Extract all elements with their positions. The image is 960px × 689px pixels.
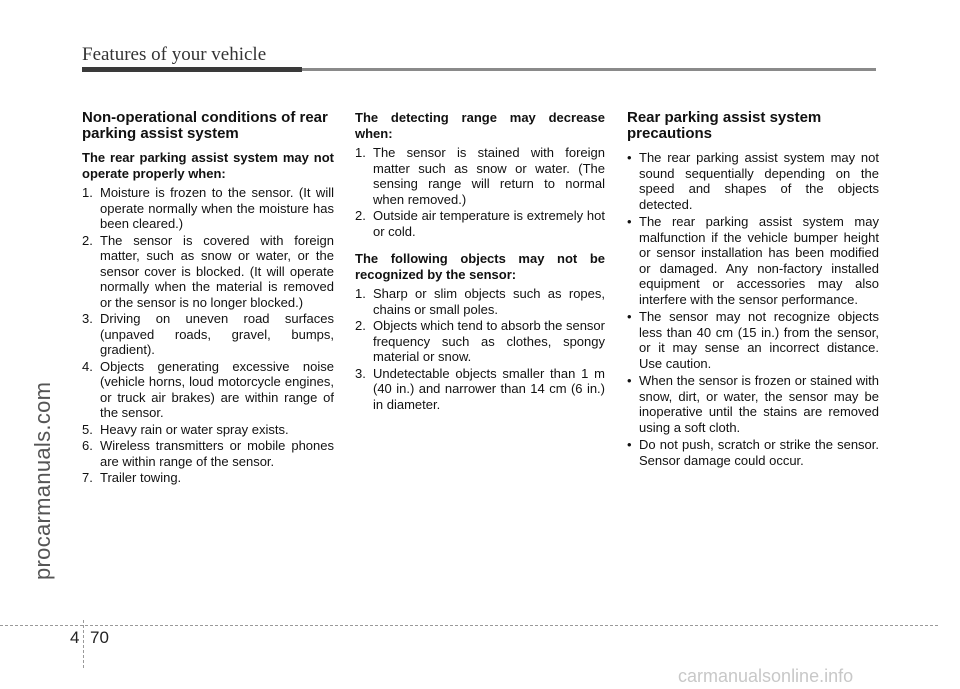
list-item-text: Do not push, scratch or strike the sensor. Sensor damage could occur.: [639, 437, 879, 468]
list-item-text: Objects which tend to absorb the sensor frequency such as clothes, spongy material or snow.: [373, 318, 605, 364]
list-item: [82, 311, 334, 358]
list-item: [627, 214, 879, 307]
page-number: 70: [90, 628, 109, 647]
column-precautions: [627, 110, 879, 470]
list-item: [355, 286, 605, 317]
list-item: [627, 309, 879, 371]
list-item: [82, 422, 334, 438]
list-item-text: The rear parking assist system may malfunction if the vehicle bumper height or sensor installation has been modified or damaged. Any non-factory installed equipment or accessories may also interfere with the sensor performance.: [639, 214, 879, 307]
section-heading-non-operational: Non-operational conditions of rear parking assist system: [82, 109, 328, 142]
list-item: [627, 437, 879, 468]
list-number: 4.: [82, 358, 93, 374]
list-item-text: The sensor is covered with foreign matter, such as snow or water, or the sensor cover is blocked. (It will operate normally when the material is removed or the sensor is no longer blocked.): [100, 232, 334, 310]
section-heading-precautions: Rear parking assist system precautions: [627, 109, 822, 142]
bullet-icon: •: [627, 437, 632, 452]
list-number: 3.: [82, 311, 93, 326]
column-detecting-range: [355, 110, 605, 413]
list-item-text: The sensor may not recognize objects less than 40 cm (15 in.) from the sensor, or it may sense an incorrect distance. Use caution.: [639, 309, 879, 371]
list-item-text: The rear parking assist system may not sound sequentially depending on the speed and shapes of the objects detected.: [639, 150, 879, 212]
bullet-icon: •: [627, 309, 632, 324]
list-precautions: [627, 150, 879, 468]
list-item: [82, 470, 334, 486]
list-item: [82, 359, 334, 421]
list-number: 6.: [82, 438, 93, 453]
list-number: 2.: [355, 318, 366, 333]
list-item-text: Wireless transmitters or mobile phones are within range of the sensor.: [100, 438, 334, 469]
header-rule-light: [302, 68, 876, 71]
list-item-text: Outside air temperature is extremely hot or cold.: [373, 208, 605, 239]
list-non-operational: [82, 185, 334, 486]
lead-not-operate: The rear parking assist system may not operate properly when:: [82, 150, 334, 181]
list-item: [355, 366, 605, 413]
lead-range-decrease: The detecting range may decrease when:: [355, 110, 605, 141]
list-item-text: The sensor is stained with foreign matter such as snow or water. (The sensing range will return to normal when removed.): [373, 145, 605, 207]
lead-not-recognized: The following objects may not be recognized by the sensor:: [355, 251, 605, 282]
list-number: 2.: [355, 208, 366, 223]
list-number: 3.: [355, 365, 366, 381]
side-watermark: procarmanuals.com: [30, 381, 55, 580]
list-item-text: Objects generating excessive noise (vehicle horns, loud motorcycle engines, or truck air brakes) are within range of the sensor.: [100, 358, 334, 420]
column-non-operational: [82, 110, 334, 487]
list-item-text: When the sensor is frozen or stained with snow, dirt, or water, the sensor may be inoperative until the stains are removed using a soft cloth.: [639, 373, 879, 435]
list-item: [82, 438, 334, 469]
footer-separator: [83, 620, 84, 668]
list-item: [355, 318, 605, 365]
bottom-watermark: carmanualsonline.info: [678, 666, 854, 686]
list-item-text: Sharp or slim objects such as ropes, chains or small poles.: [373, 286, 605, 317]
list-item: [627, 150, 879, 212]
bullet-icon: •: [627, 373, 632, 388]
list-item: [82, 233, 334, 311]
section-number: 4: [70, 628, 80, 647]
footer-rule: [0, 625, 938, 626]
list-number: 2.: [82, 232, 93, 248]
page-header-title: Features of your vehicle: [82, 44, 267, 65]
list-item-text: Trailer towing.: [100, 470, 182, 485]
list-number: 5.: [82, 421, 93, 437]
list-not-recognized: [355, 286, 605, 412]
bullet-icon: •: [627, 150, 632, 165]
list-item-text: Heavy rain or water spray exists.: [100, 421, 289, 437]
list-number: 1.: [82, 185, 93, 200]
list-item-text: Driving on uneven road surfaces (unpaved roads, gravel, bumps, gradient).: [100, 311, 334, 357]
list-item: [355, 208, 605, 239]
list-range-decrease: [355, 145, 605, 239]
bullet-icon: •: [627, 214, 632, 229]
list-item: [355, 145, 605, 207]
list-item-text: Moisture is frozen to the sensor. (It will operate normally when the moisture has been cleared.): [100, 185, 334, 231]
header-rule-dark: [82, 67, 302, 72]
list-number: 7.: [82, 470, 93, 485]
list-number: 1.: [355, 145, 366, 160]
list-item: [627, 373, 879, 435]
list-number: 1.: [355, 286, 366, 301]
list-item-text: Undetectable objects smaller than 1 m (40 in.) and narrower than 14 cm (6 in.) in diameter.: [373, 365, 605, 412]
list-item: [82, 185, 334, 232]
